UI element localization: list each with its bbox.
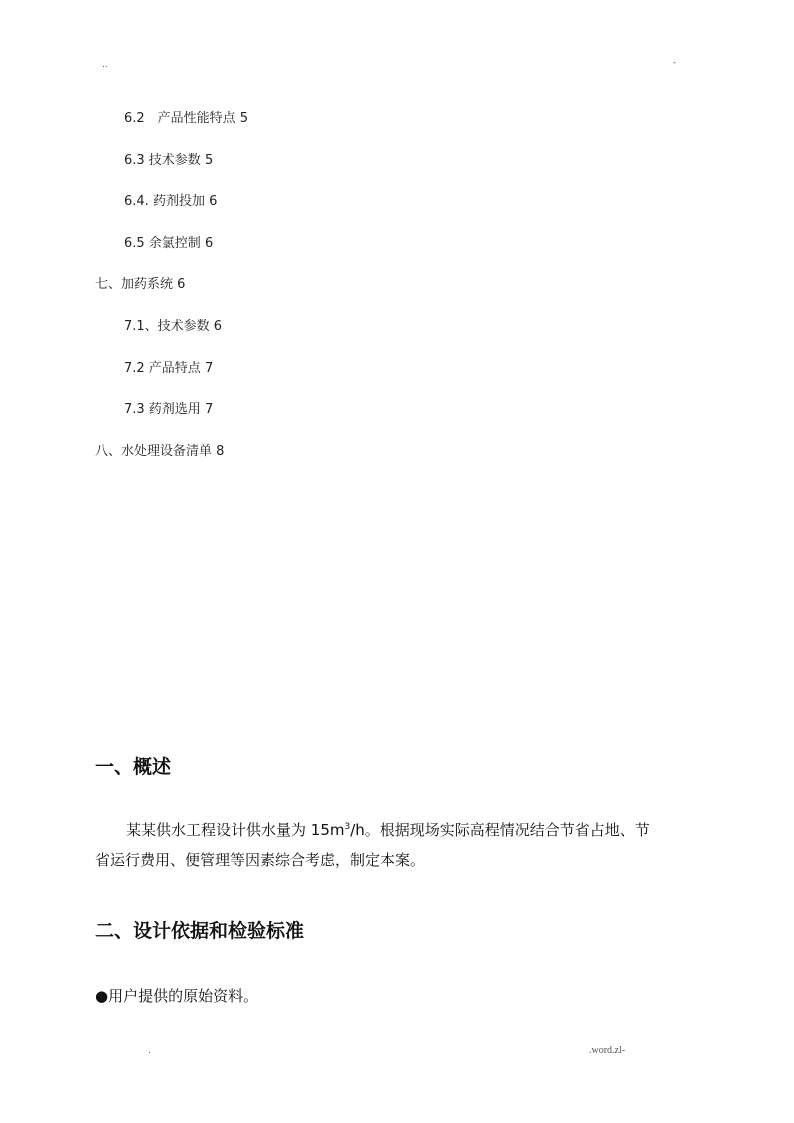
toc-entry-7-3: 7.3 药剂选用 7 xyxy=(124,402,214,417)
overview-paragraph-line2: 省运行费用、便管理等因素综合考虑，制定本案。 xyxy=(95,851,426,869)
footer-left-mark: . xyxy=(148,1046,151,1056)
overview-text-after-unit: /h。根据现场实际高程情况结合节省占地、节 xyxy=(350,821,650,839)
header-right-mark: - xyxy=(673,58,677,68)
section-heading-design-basis: 二、设计依据和检验标准 xyxy=(95,920,305,942)
unit-superscript: 3 xyxy=(344,822,351,832)
toc-entry-6-5: 6.5 余氯控制 6 xyxy=(124,236,214,251)
toc-entry-6-4: 6.4. 药剂投加 6 xyxy=(124,194,218,209)
toc-entry-chapter-7: 七、加药系统 6 xyxy=(95,277,186,292)
toc-entry-7-2: 7.2 产品特点 7 xyxy=(124,361,214,376)
overview-text-before-unit: 某某供水工程设计供水量为 15m xyxy=(126,821,345,839)
toc-entry-7-1: 7.1、技术参数 6 xyxy=(124,319,223,334)
header-left-mark: .. xyxy=(102,60,108,70)
toc-entry-chapter-8: 八、水处理设备清单 8 xyxy=(95,444,225,459)
toc-entry-6-3: 6.3 技术参数 5 xyxy=(124,153,214,168)
footer-right-text: .word.zl- xyxy=(589,1045,626,1056)
section-heading-overview: 一、概述 xyxy=(95,756,172,778)
overview-paragraph-line1 xyxy=(95,815,695,845)
bullet-item-user-materials: ●用户提供的原始资料。 xyxy=(95,987,259,1005)
overview-paragraph xyxy=(95,815,695,875)
toc-entry-6-2: 6.2 产品性能特点 5 xyxy=(124,111,249,126)
